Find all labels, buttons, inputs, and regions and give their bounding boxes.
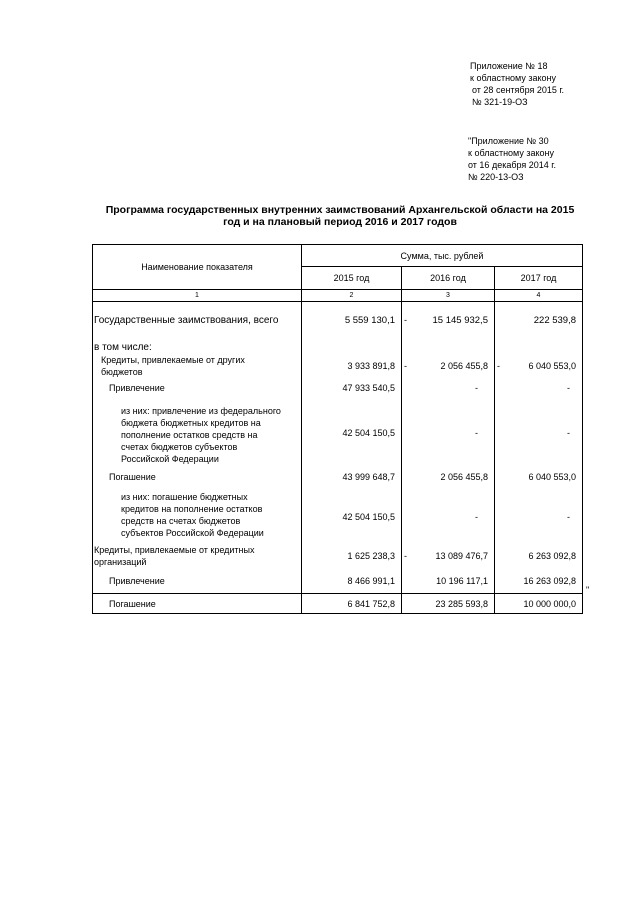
value-2017-attraction-2: 16 263 092,8 bbox=[523, 576, 577, 586]
header-year-2016: 2016 год bbox=[402, 267, 495, 290]
document-title bbox=[90, 204, 590, 228]
row-label-repay-fed-3: средств на счетах бюджетов bbox=[121, 516, 241, 526]
borrowing-program-table bbox=[92, 244, 583, 614]
value-2015-budget-credits: 3 933 891,8 bbox=[347, 361, 395, 371]
header-indicator-name bbox=[93, 245, 302, 290]
row-label-including: в том числе: bbox=[94, 342, 152, 353]
value-2016-budget-credits: 2 056 455,8 bbox=[440, 361, 488, 371]
value-2017-budget-credits: 6 040 553,0 bbox=[528, 361, 577, 371]
row-label-repay-fed-1: из них: погашение бюджетных bbox=[121, 492, 248, 502]
row-label-attraction-1: Привлечение bbox=[109, 383, 165, 393]
row-repayment-2-label-cell bbox=[93, 594, 302, 614]
row-label-credit-org-1: Кредиты, привлекаемые от кредитных bbox=[94, 545, 255, 555]
row-label-fed-4: счетах бюджетов субъектов bbox=[121, 442, 238, 452]
value-2016-repay-fed: - bbox=[475, 512, 478, 522]
col-number-2: 2 bbox=[302, 290, 402, 302]
value-2016-total: 15 145 932,5 bbox=[432, 315, 488, 326]
appendix-30-line1: "Приложение № 30 bbox=[468, 136, 549, 146]
body-2016-column bbox=[402, 302, 495, 594]
value-2015-repay-fed: 42 504 150,5 bbox=[342, 512, 395, 522]
appendix-18-line1: Приложение № 18 bbox=[470, 61, 548, 71]
row-label-budget-credits-1: Кредиты, привлекаемые от других bbox=[101, 355, 245, 365]
row-label-attraction-2: Привлечение bbox=[109, 576, 165, 586]
value-2015-credit-org: 1 625 238,3 bbox=[347, 551, 395, 561]
value-2016-repayment-2: 23 285 593,8 bbox=[435, 599, 488, 609]
body-label-column bbox=[93, 302, 302, 594]
appendix-18-line2: к областному закону bbox=[470, 73, 556, 83]
header-sum-label: Сумма, тыс. рублей bbox=[400, 250, 484, 261]
appendix-30-line2: к областному закону bbox=[468, 148, 554, 158]
col-number-1: 1 bbox=[93, 290, 302, 302]
appendix-30-line3: от 16 декабря 2014 г. bbox=[468, 160, 556, 170]
row-label-repay-fed-4: субъектов Российской Федерации bbox=[121, 528, 264, 538]
body-2015-column bbox=[302, 302, 402, 594]
title-line2: год и на плановый период 2016 и 2017 годов bbox=[223, 216, 457, 228]
dash-2017-budget-credits: - bbox=[497, 361, 500, 371]
col-number-4: 4 bbox=[495, 290, 583, 302]
appendix-18-line3: от 28 сентября 2015 г. bbox=[472, 85, 565, 95]
row-label-fed-2: бюджета бюджетных кредитов на bbox=[121, 418, 261, 428]
dash-2016-credit-org: - bbox=[404, 551, 407, 561]
header-year-2015: 2015 год bbox=[302, 267, 402, 290]
appendix-18-line4: № 321-19-ОЗ bbox=[472, 97, 528, 107]
value-2016-repayment-1: 2 056 455,8 bbox=[440, 472, 488, 482]
row-label-repayment-2: Погашение bbox=[109, 599, 156, 609]
value-2017-credit-org: 6 263 092,8 bbox=[528, 551, 577, 561]
value-2017-repay-fed: - bbox=[567, 512, 571, 522]
value-2017-repayment-2: 10 000 000,0 bbox=[523, 599, 577, 609]
appendix-30-line4: № 220-13-ОЗ bbox=[468, 172, 524, 182]
value-2017-fed: - bbox=[567, 428, 571, 438]
value-2015-repayment-2: 6 841 752,8 bbox=[347, 599, 395, 609]
row-repayment-2-2016-cell bbox=[402, 594, 495, 614]
closing-quote: " bbox=[586, 585, 590, 595]
row-label-fed-5: Российской Федерации bbox=[121, 454, 219, 464]
value-2016-attraction-1: - bbox=[475, 383, 478, 393]
dash-2016-budget-credits: - bbox=[404, 361, 407, 371]
value-2015-repayment-1: 43 999 648,7 bbox=[342, 472, 395, 482]
header-year-2017: 2017 год bbox=[495, 267, 583, 290]
value-2015-attraction-2: 8 466 991,1 bbox=[347, 576, 395, 586]
value-2017-total: 222 539,8 bbox=[533, 315, 577, 326]
value-2017-repayment-1: 6 040 553,0 bbox=[528, 472, 577, 482]
row-repayment-2-2017-cell bbox=[495, 594, 583, 614]
row-label-credit-org-2: организаций bbox=[94, 557, 147, 567]
value-2016-credit-org: 13 089 476,7 bbox=[435, 551, 488, 561]
value-2016-attraction-2: 10 196 117,1 bbox=[436, 576, 488, 586]
header-sum bbox=[302, 245, 583, 267]
row-label-repayment-1: Погашение bbox=[109, 472, 156, 482]
value-2015-total: 5 559 130,1 bbox=[344, 315, 395, 326]
col-number-3: 3 bbox=[402, 290, 495, 302]
row-label-total: Государственные заимствования, всего bbox=[94, 315, 279, 326]
row-repayment-2-2015-cell bbox=[302, 594, 402, 614]
row-label-budget-credits-2: бюджетов bbox=[101, 367, 143, 377]
value-2015-attraction-1: 47 933 540,5 bbox=[342, 383, 395, 393]
row-label-repay-fed-2: кредитов на пополнение остатков bbox=[121, 504, 263, 514]
title-line1: Программа государственных внутренних заимствований Архангельской области на 2015 bbox=[105, 204, 575, 216]
value-2016-fed: - bbox=[475, 428, 478, 438]
row-label-fed-1: из них: привлечение из федерального bbox=[121, 406, 281, 416]
row-label-fed-3: пополнение остатков средств на bbox=[121, 430, 258, 440]
value-2017-attraction-1: - bbox=[567, 383, 571, 393]
value-2015-fed: 42 504 150,5 bbox=[342, 428, 395, 438]
dash-2016-total: - bbox=[404, 315, 407, 325]
body-2017-column bbox=[495, 302, 583, 594]
header-indicator-label: Наименование показателя bbox=[141, 262, 253, 272]
